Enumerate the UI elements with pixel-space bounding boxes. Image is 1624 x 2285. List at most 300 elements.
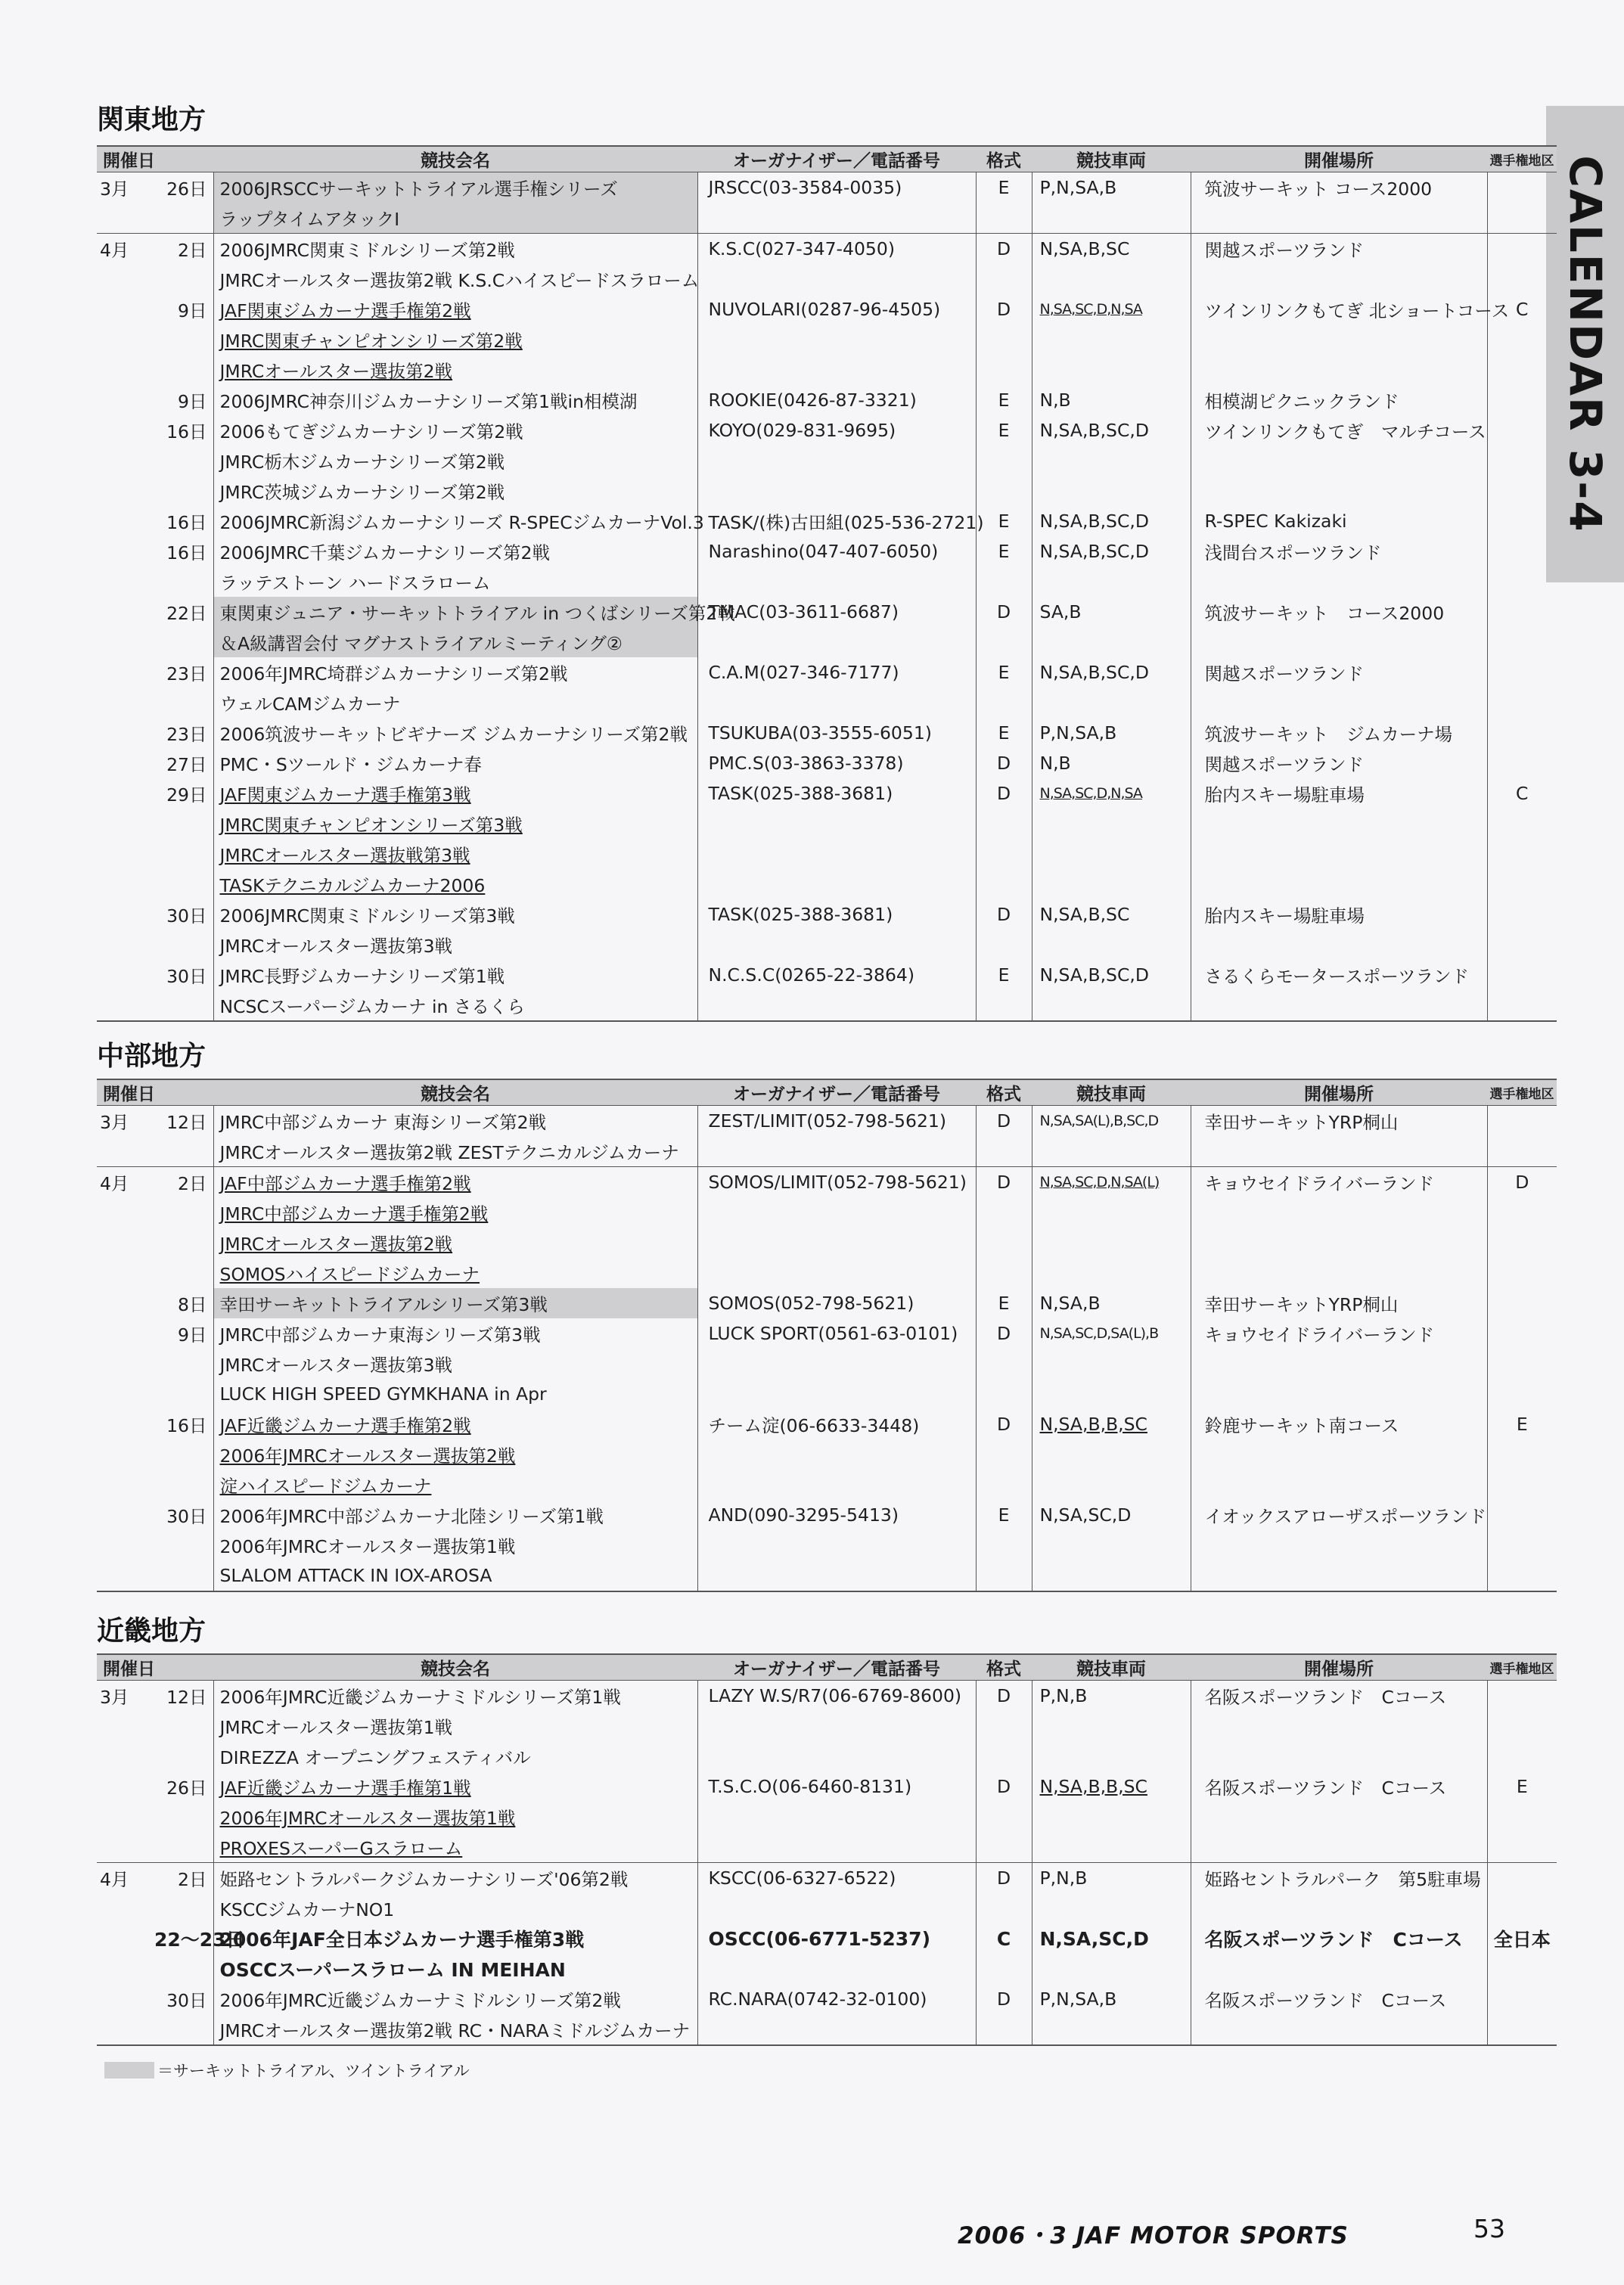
header-organizer: オーガナイザー／電話番号	[697, 146, 976, 172]
table-row	[97, 1439, 1557, 1470]
event-name-text: 淀ハイスピードジムカーナ	[219, 1476, 432, 1497]
venue	[1191, 809, 1487, 839]
event-day	[154, 1470, 213, 1500]
championship-region	[1487, 1439, 1557, 1470]
event-name	[213, 1470, 697, 1500]
vehicle-class	[1032, 1560, 1191, 1591]
table-row	[97, 294, 1557, 324]
event-day: 16日	[154, 1409, 213, 1439]
venue	[1191, 869, 1487, 899]
championship-region	[1487, 1741, 1557, 1771]
event-month: 4月	[100, 240, 129, 261]
championship-region: D	[1515, 1172, 1529, 1193]
event-name-text: 2006年JMRCオールスター選抜第1戦	[219, 1808, 516, 1829]
header-venue: 開催場所	[1191, 1079, 1487, 1106]
venue: 筑波サーキット コース2000	[1191, 172, 1487, 203]
championship-region	[1487, 1560, 1557, 1591]
event-name: ラッテストーン ハードスラローム	[213, 567, 697, 597]
event-format: D	[976, 1167, 1032, 1198]
event-month	[97, 1409, 154, 1439]
event-format: E	[976, 1500, 1032, 1530]
event-month	[97, 264, 154, 294]
vehicle-class-text: N,SA,B,B,SC	[1039, 1414, 1147, 1435]
event-day: 9日	[154, 1318, 213, 1349]
table-row	[97, 657, 1557, 688]
vehicle-class: N,SA,SC,D	[1032, 1500, 1191, 1530]
event-month	[97, 203, 154, 234]
header-format: 格式	[976, 146, 1032, 172]
organizer: N.C.S.C(0265-22-3864)	[697, 960, 976, 990]
event-day: 26日	[154, 1771, 213, 1802]
championship-region	[1487, 657, 1557, 688]
event-name-text: JAF関東ジムカーナ選手権第3戦	[219, 784, 471, 806]
vehicle-class	[1032, 1197, 1191, 1228]
championship-region	[1487, 1318, 1557, 1349]
championship-region	[1487, 1711, 1557, 1741]
vehicle-class	[1032, 627, 1191, 657]
venue: 関越スポーツランド	[1191, 234, 1487, 265]
organizer: TASK(025-388-3681)	[697, 899, 976, 930]
venue	[1191, 930, 1487, 960]
event-day	[154, 869, 213, 899]
footer-magazine-title: 2006・3 JAF MOTOR SPORTS	[958, 2222, 1349, 2249]
event-name: SLALOM ATTACK IN IOX-AROSA	[213, 1560, 697, 1591]
championship-region	[1487, 385, 1557, 415]
venue	[1191, 627, 1487, 657]
organizer	[697, 203, 976, 234]
event-day: 23日	[154, 657, 213, 688]
championship-region	[1487, 1228, 1557, 1258]
event-name: 2006JMRC千葉ジムカーナシリーズ第2戦	[213, 536, 697, 567]
championship-region	[1487, 1379, 1557, 1409]
event-month	[97, 1228, 154, 1258]
venue	[1191, 839, 1487, 869]
championship-region	[1487, 203, 1557, 234]
event-format: E	[976, 385, 1032, 415]
event-month	[97, 1470, 154, 1500]
organizer	[697, 990, 976, 1021]
organizer	[697, 839, 976, 869]
event-day	[154, 567, 213, 597]
event-format	[976, 990, 1032, 1021]
venue	[1191, 1530, 1487, 1560]
venue	[1191, 1258, 1487, 1288]
event-month	[97, 1379, 154, 1409]
table-row	[97, 778, 1557, 809]
event-format: E	[976, 506, 1032, 536]
venue: キョウセイドライバーランド	[1191, 1318, 1487, 1349]
event-day	[154, 1349, 213, 1379]
championship-region	[1487, 172, 1557, 203]
vehicle-class: P,N,B	[1032, 1681, 1191, 1712]
event-format: E	[976, 1288, 1032, 1318]
vehicle-class	[1032, 1711, 1191, 1741]
event-day	[154, 1228, 213, 1258]
event-name: JMRCオールスター選抜第3戦	[213, 1349, 697, 1379]
event-format: D	[976, 1771, 1032, 1802]
event-name-text: 2006年JMRCオールスター選抜第2戦	[219, 1445, 516, 1467]
event-day	[154, 264, 213, 294]
event-format	[976, 1379, 1032, 1409]
vehicle-class: N,SA,B,SC	[1032, 899, 1191, 930]
venue	[1191, 1802, 1487, 1832]
table-row	[97, 385, 1557, 415]
table-row	[97, 1197, 1557, 1228]
event-format	[976, 1832, 1032, 1863]
event-format: D	[976, 899, 1032, 930]
event-month	[97, 1530, 154, 1560]
event-name: 2006もてぎジムカーナシリーズ第2戦	[213, 415, 697, 446]
venue	[1191, 446, 1487, 476]
vehicle-class	[1032, 355, 1191, 385]
organizer: PMC.S(03-3863-3378)	[697, 748, 976, 778]
event-month	[97, 1802, 154, 1832]
event-format	[976, 2014, 1032, 2045]
table-row	[97, 899, 1557, 930]
event-month	[97, 567, 154, 597]
section-title-chubu: 中部地方	[97, 1041, 206, 1072]
championship-region: C	[1516, 299, 1529, 320]
event-day: 16日	[154, 415, 213, 446]
event-day	[154, 446, 213, 476]
organizer	[697, 264, 976, 294]
venue: 浅間台スポーツランド	[1191, 536, 1487, 567]
championship-region	[1487, 2014, 1557, 2045]
event-day	[154, 990, 213, 1021]
championship-region	[1487, 1954, 1557, 1984]
venue: 筑波サーキット コース2000	[1191, 597, 1487, 627]
event-name	[213, 1439, 697, 1470]
event-day	[154, 2014, 213, 2045]
organizer	[697, 688, 976, 718]
section-title-kanto: 関東地方	[97, 104, 206, 135]
table-row	[97, 1318, 1557, 1349]
event-month	[97, 2014, 154, 2045]
venue: 姫路セントラルパーク 第5駐車場	[1191, 1863, 1487, 1894]
venue	[1191, 355, 1487, 385]
organizer	[697, 1893, 976, 1923]
venue: 名阪スポーツランド Cコース	[1191, 1681, 1487, 1712]
vehicle-class	[1032, 930, 1191, 960]
event-day	[154, 355, 213, 385]
venue	[1191, 324, 1487, 355]
organizer	[697, 1470, 976, 1500]
event-format	[976, 1470, 1032, 1500]
chubu-calendar-table	[97, 1079, 1557, 1592]
venue: ツインリンクもてぎ マルチコース	[1191, 415, 1487, 446]
championship-region	[1487, 1197, 1557, 1228]
venue: ツインリンクもてぎ 北ショートコース	[1191, 294, 1487, 324]
event-month	[97, 294, 154, 324]
table-row	[97, 506, 1557, 536]
event-month	[97, 1923, 154, 1954]
event-month: 3月	[100, 1687, 129, 1708]
organizer	[697, 1136, 976, 1167]
event-format: D	[976, 1318, 1032, 1349]
event-format	[976, 1228, 1032, 1258]
venue: イオックスアローザスポーツランド	[1191, 1500, 1487, 1530]
organizer: TSUKUBA(03-3555-6051)	[697, 718, 976, 748]
organizer	[697, 1379, 976, 1409]
table-row	[97, 1802, 1557, 1832]
venue	[1191, 1197, 1487, 1228]
event-month	[97, 324, 154, 355]
organizer	[697, 809, 976, 839]
venue	[1191, 2014, 1487, 2045]
organizer	[697, 567, 976, 597]
event-format: E	[976, 172, 1032, 203]
event-day: 29日	[154, 778, 213, 809]
vehicle-class	[1032, 1771, 1191, 1802]
championship-region	[1487, 355, 1557, 385]
event-name: NCSCスーパージムカーナ in さるくら	[213, 990, 697, 1021]
event-name-text: JMRC関東チャンピオンシリーズ第3戦	[219, 815, 523, 836]
event-format: E	[976, 718, 1032, 748]
event-name	[213, 1771, 697, 1802]
event-day: 8日	[154, 1288, 213, 1318]
venue: 名阪スポーツランド Cコース	[1191, 1771, 1487, 1802]
event-month	[97, 718, 154, 748]
event-name: 2006JMRC関東ミドルシリーズ第2戦	[213, 234, 697, 265]
event-name: DIREZZA オープニングフェスティバル	[213, 1741, 697, 1771]
table-row	[97, 930, 1557, 960]
table-row	[97, 1863, 1557, 1894]
venue	[1191, 1954, 1487, 1984]
organizer: SOMOS(052-798-5621)	[697, 1288, 976, 1318]
venue: 筑波サーキット ジムカーナ場	[1191, 718, 1487, 748]
table-row	[97, 1379, 1557, 1409]
vehicle-class	[1032, 839, 1191, 869]
calendar-side-tab	[1546, 106, 1624, 582]
event-name	[213, 778, 697, 809]
event-name-text: PROXESスーパーGスラローム	[219, 1838, 463, 1859]
event-day	[154, 627, 213, 657]
event-month: 4月	[100, 1869, 129, 1890]
event-name: 2006年JMRC中部ジムカーナ北陸シリーズ第1戦	[213, 1500, 697, 1530]
vehicle-class: SA,B	[1032, 597, 1191, 627]
vehicle-class: P,N,SA,B	[1032, 718, 1191, 748]
event-name	[213, 1409, 697, 1439]
event-day	[154, 1893, 213, 1923]
vehicle-class	[1032, 1893, 1191, 1923]
vehicle-class: N,SA,B,SC,D	[1032, 506, 1191, 536]
championship-region	[1487, 264, 1557, 294]
event-format: D	[976, 1681, 1032, 1712]
event-name: 幸田サーキットトライアルシリーズ第3戦	[213, 1288, 697, 1318]
event-day: 2日	[154, 234, 213, 265]
championship-region	[1487, 567, 1557, 597]
championship-region	[1487, 748, 1557, 778]
vehicle-class-text: N,SA,SC,D,N,SA(L)	[1039, 1174, 1160, 1191]
venue	[1191, 264, 1487, 294]
event-month	[97, 1288, 154, 1318]
vehicle-class-text: N,SA,SC,D,N,SA	[1039, 301, 1142, 318]
venue	[1191, 567, 1487, 597]
event-day: 23日	[154, 718, 213, 748]
vehicle-class	[1032, 446, 1191, 476]
event-name	[213, 1802, 697, 1832]
table-row	[97, 1681, 1557, 1712]
event-name: 2006年JMRC近畿ジムカーナミドルシリーズ第2戦	[213, 1984, 697, 2014]
table-row	[97, 1106, 1557, 1137]
venue: 名阪スポーツランド Cコース	[1191, 1984, 1487, 2014]
event-format: E	[976, 960, 1032, 990]
vehicle-class: N,SA,B,SC,D	[1032, 415, 1191, 446]
table-row	[97, 1771, 1557, 1802]
event-day	[154, 476, 213, 506]
championship-region	[1487, 324, 1557, 355]
organizer: RC.NARA(0742-32-0100)	[697, 1984, 976, 2014]
championship-region	[1487, 1136, 1557, 1167]
championship-region	[1487, 536, 1557, 567]
event-day	[154, 1711, 213, 1741]
organizer: Narashino(047-407-6050)	[697, 536, 976, 567]
table-header-row	[97, 1654, 1557, 1681]
event-format	[976, 1954, 1032, 1984]
event-month	[97, 657, 154, 688]
event-format	[976, 203, 1032, 234]
vehicle-class: P,N,B	[1032, 1863, 1191, 1894]
event-format	[976, 809, 1032, 839]
vehicle-class: P,N,SA,B	[1032, 172, 1191, 203]
championship-region	[1487, 1349, 1557, 1379]
event-month	[97, 446, 154, 476]
table-row	[97, 1530, 1557, 1560]
event-name	[213, 1832, 697, 1863]
organizer	[697, 476, 976, 506]
vehicle-class	[1032, 1379, 1191, 1409]
championship-region	[1487, 839, 1557, 869]
event-month	[97, 1439, 154, 1470]
venue: 胎内スキー場駐車場	[1191, 899, 1487, 930]
vehicle-class	[1032, 476, 1191, 506]
organizer: TASK(025-388-3681)	[697, 778, 976, 809]
event-day	[154, 324, 213, 355]
table-row	[97, 324, 1557, 355]
organizer: JRSCC(03-3584-0035)	[697, 172, 976, 203]
event-name: 2006年JAF全日本ジムカーナ選手権第3戦	[213, 1923, 697, 1954]
event-month: 3月	[100, 1112, 129, 1133]
header-format: 格式	[976, 1079, 1032, 1106]
legend-swatch	[104, 2062, 154, 2079]
organizer	[697, 1439, 976, 1470]
venue: 名阪スポーツランド Cコース	[1191, 1923, 1487, 1954]
event-format	[976, 355, 1032, 385]
side-tab-label: CALENDAR 3-4	[1560, 155, 1611, 533]
organizer	[697, 446, 976, 476]
event-month	[97, 355, 154, 385]
event-month	[97, 1560, 154, 1591]
event-month	[97, 839, 154, 869]
venue: R-SPEC Kakizaki	[1191, 506, 1487, 536]
organizer: KSCC(06-6327-6522)	[697, 1863, 976, 1894]
venue: 胎内スキー場駐車場	[1191, 778, 1487, 809]
organizer	[697, 627, 976, 657]
organizer: KOYO(029-831-9695)	[697, 415, 976, 446]
championship-region	[1487, 809, 1557, 839]
event-name	[213, 294, 697, 324]
event-name: ウェルCAMジムカーナ	[213, 688, 697, 718]
event-day: 30日	[154, 899, 213, 930]
vehicle-class: N,B	[1032, 748, 1191, 778]
organizer: NUVOLARI(0287-96-4505)	[697, 294, 976, 324]
championship-region	[1487, 960, 1557, 990]
vehicle-class	[1032, 1741, 1191, 1771]
event-name	[213, 355, 697, 385]
table-row	[97, 1711, 1557, 1741]
championship-region	[1487, 476, 1557, 506]
organizer	[697, 324, 976, 355]
event-day	[154, 1832, 213, 1863]
vehicle-class	[1032, 990, 1191, 1021]
vehicle-class	[1032, 1258, 1191, 1288]
event-format	[976, 1349, 1032, 1379]
header-venue: 開催場所	[1191, 146, 1487, 172]
organizer	[697, 1711, 976, 1741]
championship-region	[1487, 627, 1557, 657]
championship-region	[1487, 1863, 1557, 1894]
event-day: 2日	[154, 1167, 213, 1198]
organizer	[697, 355, 976, 385]
vehicle-class: N,SA,B,SC	[1032, 234, 1191, 265]
vehicle-class	[1032, 2014, 1191, 2045]
header-date: 開催日	[97, 1079, 213, 1106]
event-month	[97, 1893, 154, 1923]
event-name-text: JAF関東ジムカーナ選手権第2戦	[219, 300, 471, 321]
event-format	[976, 1711, 1032, 1741]
table-row	[97, 567, 1557, 597]
organizer: ZEST/LIMIT(052-798-5621)	[697, 1106, 976, 1137]
table-row	[97, 1167, 1557, 1198]
event-month	[97, 597, 154, 627]
venue	[1191, 1741, 1487, 1771]
event-format	[976, 264, 1032, 294]
event-format: D	[976, 1106, 1032, 1137]
event-format: E	[976, 415, 1032, 446]
championship-region	[1487, 718, 1557, 748]
venue	[1191, 1379, 1487, 1409]
venue: キョウセイドライバーランド	[1191, 1167, 1487, 1198]
event-format	[976, 1741, 1032, 1771]
event-day	[154, 1530, 213, 1560]
event-format: D	[976, 1409, 1032, 1439]
event-name-text: JAF近畿ジムカーナ選手権第1戦	[219, 1777, 471, 1799]
organizer: C.A.M(027-346-7177)	[697, 657, 976, 688]
venue	[1191, 1439, 1487, 1470]
championship-region	[1487, 446, 1557, 476]
organizer	[697, 1530, 976, 1560]
championship-region	[1487, 1802, 1557, 1832]
vehicle-class	[1032, 1136, 1191, 1167]
event-day: 12日	[154, 1106, 213, 1137]
event-name	[213, 1197, 697, 1228]
venue	[1191, 203, 1487, 234]
table-row	[97, 960, 1557, 990]
venue	[1191, 1228, 1487, 1258]
table-row	[97, 1560, 1557, 1591]
table-row	[97, 1288, 1557, 1318]
organizer: OSCC(06-6771-5237)	[697, 1923, 976, 1954]
event-format: D	[976, 234, 1032, 265]
event-month	[97, 627, 154, 657]
event-day: 16日	[154, 536, 213, 567]
event-name: 2006筑波サーキットビギナーズ ジムカーナシリーズ第2戦	[213, 718, 697, 748]
event-day: 9日	[154, 294, 213, 324]
championship-region: E	[1516, 1776, 1528, 1797]
event-day	[154, 688, 213, 718]
event-name: PMC・Sツールド・ジムカーナ春	[213, 748, 697, 778]
event-day	[154, 1136, 213, 1167]
